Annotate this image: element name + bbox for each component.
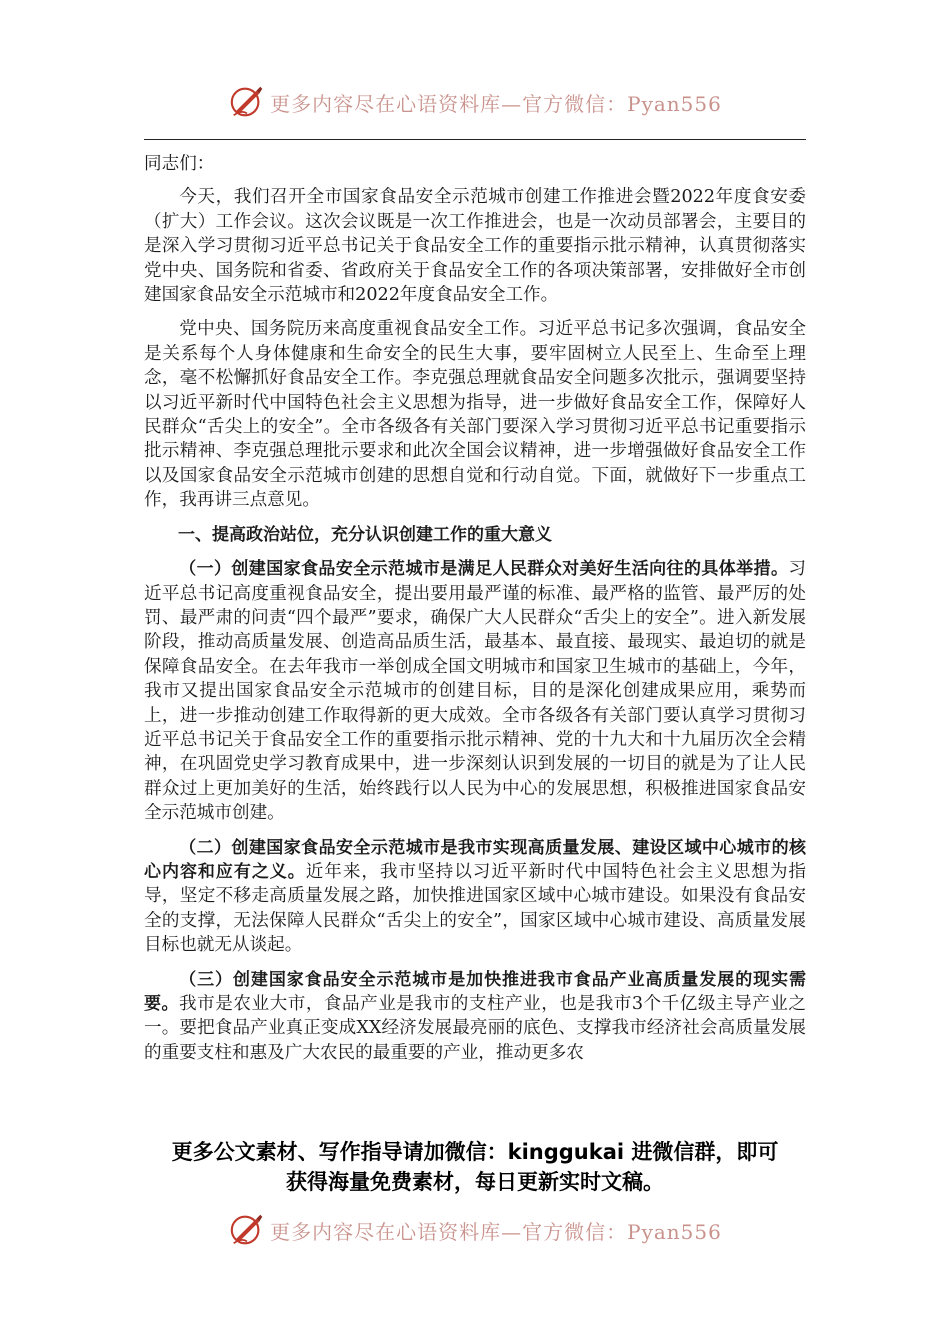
header-banner <box>0 80 950 124</box>
document-body <box>144 152 806 1124</box>
item-3 <box>144 968 806 1066</box>
pen-circle-logo-icon <box>228 1211 266 1249</box>
item-1-lead: （一）创建国家食品安全示范城市是满足人民群众对美好生活向往的具体举措。 <box>179 559 789 580</box>
item-3-body: 我市是农业大市，食品产业是我市的支柱产业，也是我市3个千亿级主导产业之一。要把食品产业真正变成XX经济发展最亮丽的底色、支撑我市经济社会高质量发展的重要支柱和惠及广大农民的最重要的产业，推动更多农 <box>144 994 806 1063</box>
item-2-body: 近年来，我市坚持以习近平新时代中国特色社会主义思想为指导，坚定不移走高质量发展之路，加快推进国家区域中心城市建设。如果没有食品安全的支撑，无法保障人民群众“舌尖上的安全”，国家区域中心城市建设、高质量发展目标也就无从谈起。 <box>144 861 806 956</box>
paragraph-intro: 今天，我们召开全市国家食品安全示范城市创建工作推进会暨2022年度食安委（扩大）工作会议。这次会议既是一次工作推进会，也是一次动员部署会，主要目的是深入学习贯彻习近平总书记关于食品安全工作的重要指示批示精神，认真贯彻落实党中央、国务院和省委、省政府关于食品安全工作的各项决策部署，安排做好全市创建国家食品安全示范城市和2022年度食品安全工作。 <box>144 187 806 306</box>
item-2-lead: （二）创建国家食品安全示范城市是我市实现高质量发展、建设区域中心城市的核心内容和应有之义。 <box>144 837 806 882</box>
pen-circle-logo-icon <box>228 83 266 121</box>
section-heading-1: 一、提高政治站位，充分认识创建工作的重大意义 <box>178 524 552 545</box>
header-divider <box>144 139 806 140</box>
salutation: 同志们： <box>144 154 215 174</box>
item-3-lead: （三）创建国家食品安全示范城市是加快推进我市食品产业高质量发展的现实需要。 <box>144 969 806 1014</box>
paragraph-background: 党中央、国务院历来高度重视食品安全工作。习近平总书记多次强调，食品安全是关系每个人身体健康和生命安全的民生大事，要牢固树立人民至上、生命至上理念，毫不松懈抓好食品安全工作。李克强总理就食品安全问题多次批示，强调要坚持以习近平新时代中国特色社会主义思想为指导，进一步做好食品安全工作，保障好人民群众“舌尖上的安全”。全市各级各有关部门要深入学习贯彻习近平总书记重要指示批示精神、李克强总理批示要求和此次全国会议精神，进一步增强做好食品安全工作以及国家食品安全示范城市创建的思想自觉和行动自觉。下面，就做好下一步重点工作，我再讲三点意见。 <box>144 319 806 511</box>
item-2 <box>144 836 806 958</box>
promo-line-1: 更多公文素材、写作指导请加微信：kinggukai 进微信群，即可 <box>171 1140 779 1164</box>
header-banner-text: 更多内容尽在心语资料库—官方微信：Pyan556 <box>270 91 722 116</box>
item-1 <box>144 557 806 825</box>
footer-banner-text: 更多内容尽在心语资料库—官方微信：Pyan556 <box>270 1219 722 1244</box>
footer-banner <box>0 1208 950 1252</box>
promo-line-2: 获得海量免费素材，每日更新实时文稿。 <box>286 1170 664 1194</box>
item-1-body: 习近平总书记高度重视食品安全，提出要用最严谨的标准、最严格的监管、最严厉的处罚、最严肃的问责“四个最严”要求，确保广大人民群众“舌尖上的安全”。进入新发展阶段，推动高质量发展、创造高品质生活，最基本、最直接、最现实、最迫切的就是保障食品安全。在去年我市一举创成全国文明城市和国家卫生城市的基础上，今年，我市又提出国家食品安全示范城市的创建目标，目的是深化创建成果应用，乘势而上，进一步推动创建工作取得新的更大成效。全市各级各有关部门要认真学习贯彻习近平总书记关于食品安全工作的重要指示批示精神、党的十九大和十九届历次全会精神，在巩固党史学习教育成果中，进一步深刻认识到发展的一切目的就是为了让人民群众过上更加美好的生活，始终践行以人民为中心的发展思想，积极推进国家食品安全示范城市创建。 <box>144 559 806 824</box>
promo-notice <box>100 1137 850 1197</box>
